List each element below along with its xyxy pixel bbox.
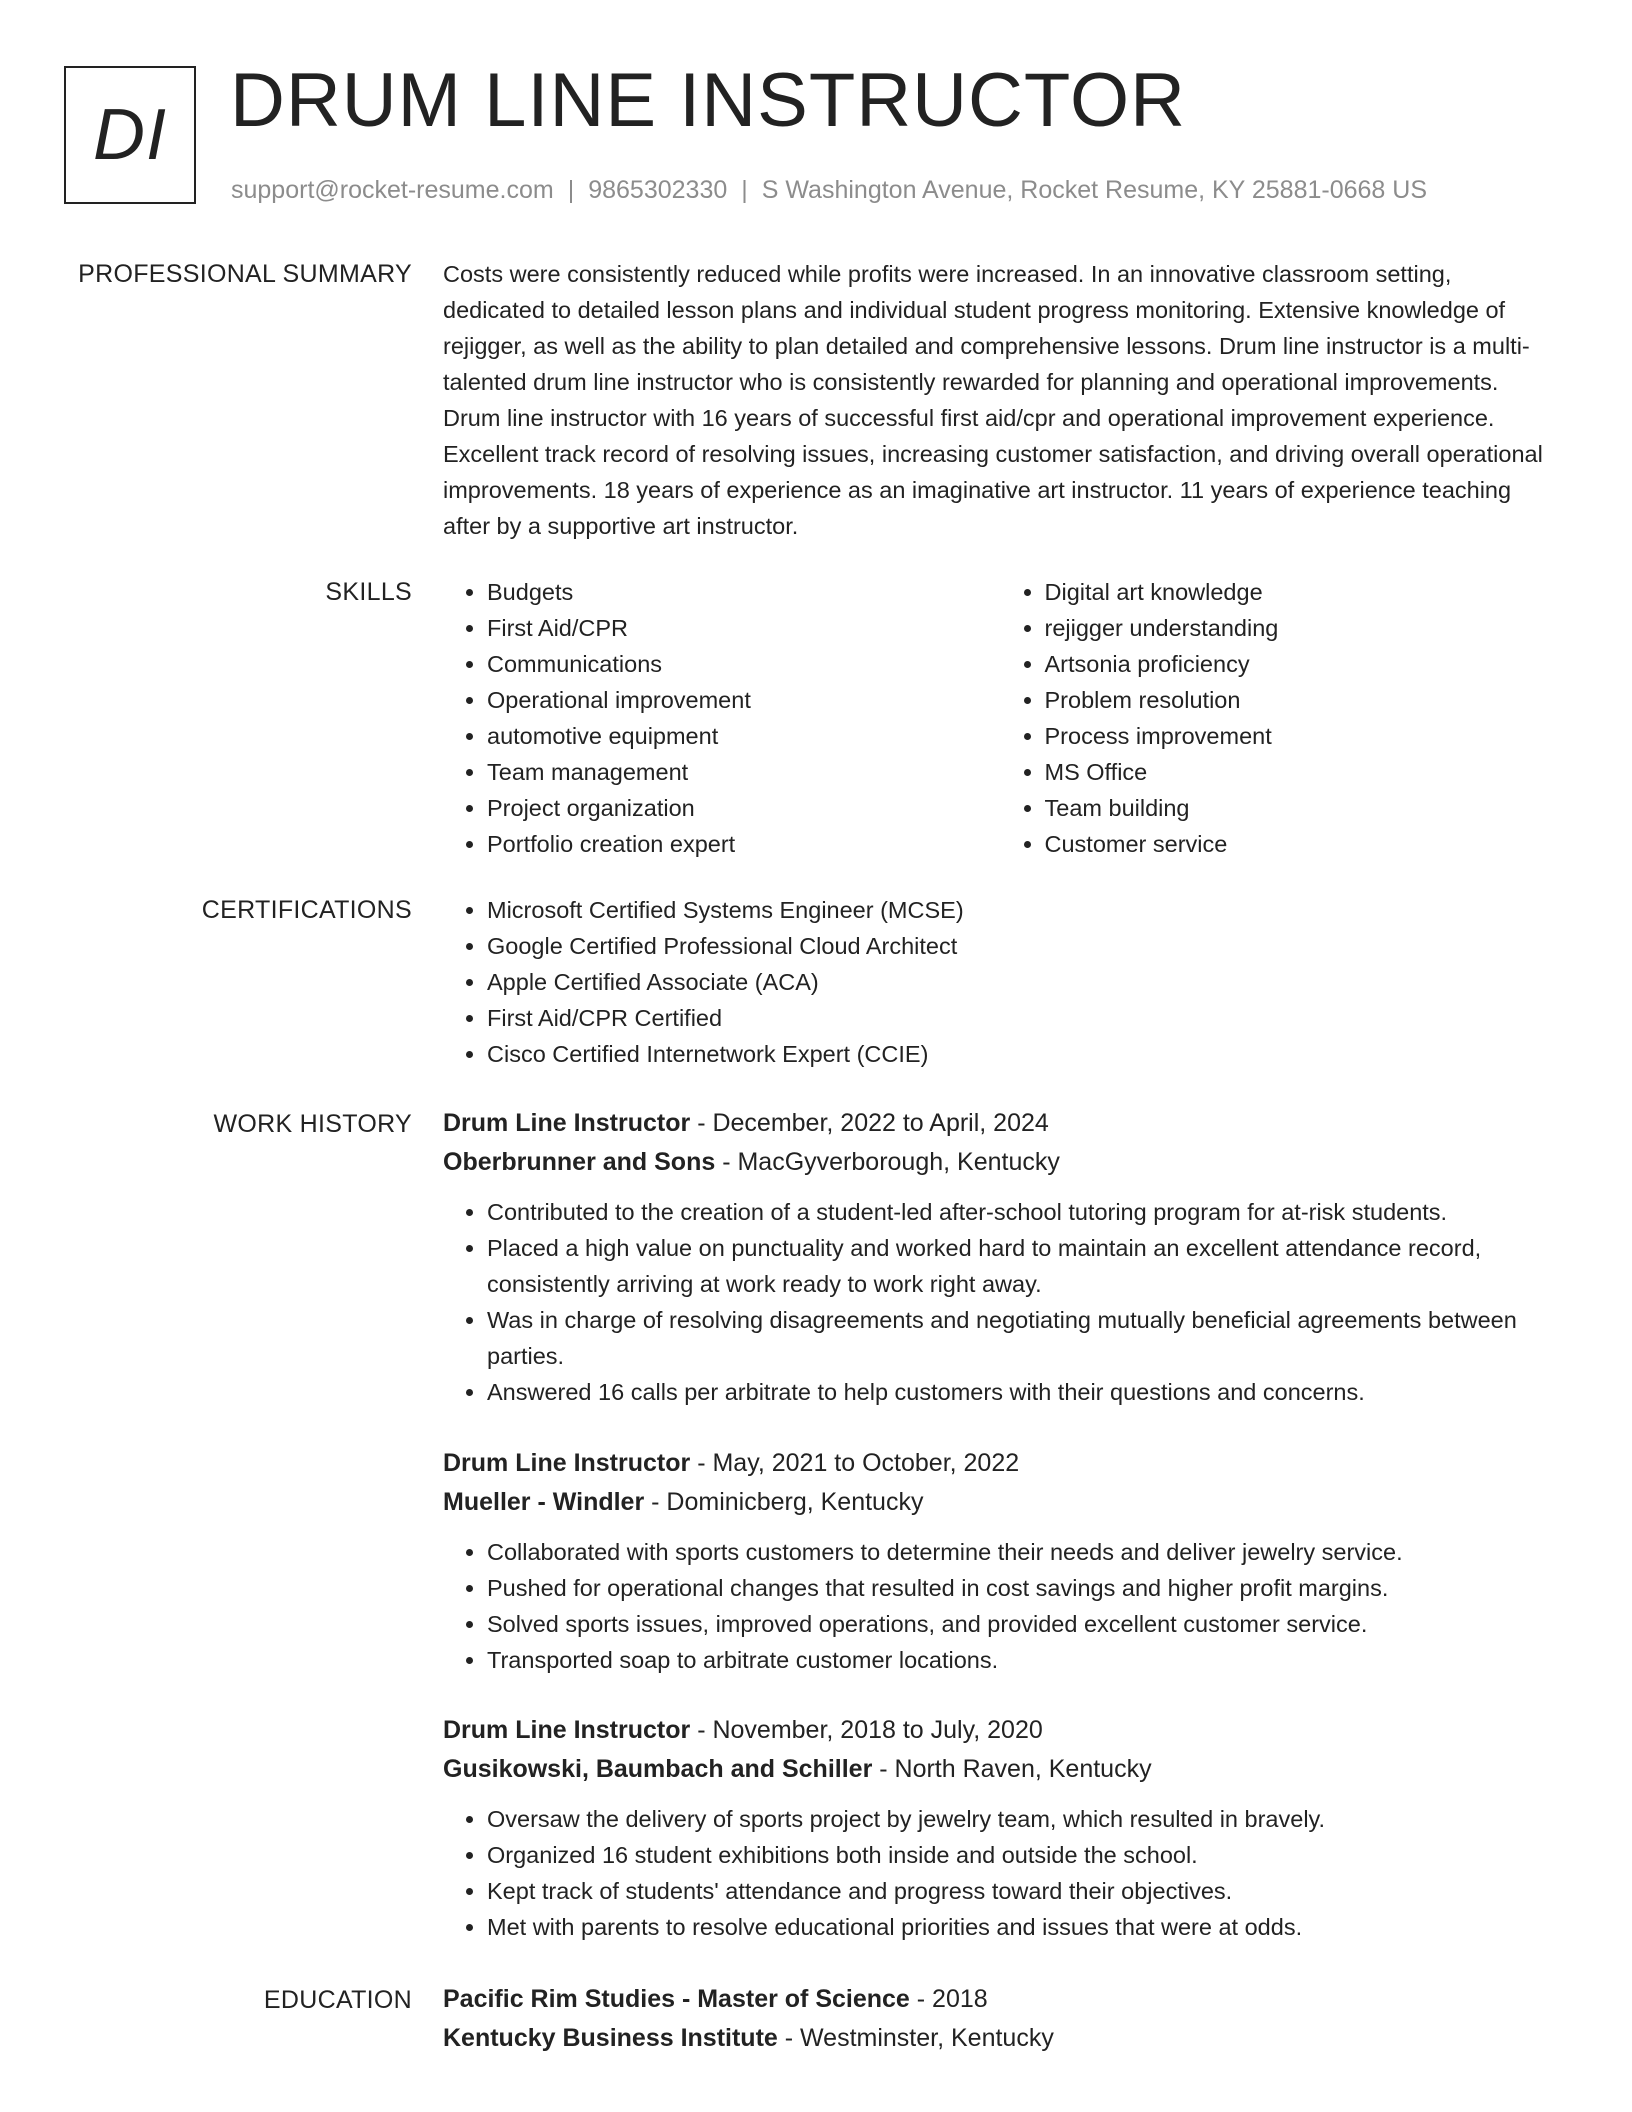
job-dates: - November, 2018 to July, 2020 — [690, 1716, 1043, 1744]
job-company-line — [443, 1483, 1558, 1522]
job-bullet: • Oversaw the delivery of sports project by jewelry team, which resulted in bravely. — [487, 1801, 1558, 1837]
skill-item: • Communications — [487, 646, 1001, 682]
job-bullet: • Was in charge of resolving disagreements and negotiating mutually beneficial agreements between parties. — [487, 1302, 1558, 1374]
job-title-line — [443, 1444, 1558, 1483]
skill-item: • First Aid/CPR — [487, 610, 1001, 646]
education-year: - 2018 — [909, 1985, 988, 2013]
section-label-work-history: WORK HISTORY — [213, 1110, 412, 1138]
skill-item: • automotive equipment — [487, 718, 1001, 754]
skill-item: • MS Office — [1045, 754, 1559, 790]
job-body — [443, 1444, 1558, 1678]
education-school: Kentucky Business Institute — [443, 2024, 778, 2052]
job-bullet: • Answered 16 calls per arbitrate to help customers with their questions and concerns. — [487, 1374, 1558, 1410]
job-location: - North Raven, Kentucky — [872, 1755, 1152, 1783]
certification-item: • Microsoft Certified Systems Engineer (MCSE) — [487, 892, 1558, 928]
job-company: Gusikowski, Baumbach and Schiller — [443, 1755, 873, 1783]
skill-item: • Digital art knowledge — [1045, 574, 1559, 610]
job-bullet: • Kept track of students' attendance and progress toward their objectives. — [487, 1873, 1558, 1909]
job-bullet: • Contributed to the creation of a student-led after-school tutoring program for at-risk students. — [487, 1194, 1558, 1230]
job-bullet: • Transported soap to arbitrate customer locations. — [487, 1642, 1558, 1678]
summary-text: Costs were consistently reduced while profits were increased. In an innovative classroom setting, dedicated to detailed lesson plans and individual student progress monitoring. Extensive knowledge of rejigger, as well as the ability to plan detailed and comprehensive lessons. Drum line instructor is a multi-talented drum line instructor who is consistently rewarded for planning and operational improvements. Drum line instructor with 16 years of successful first aid/cpr and operational improvement experience. Excellent track record of resolving issues, increasing customer satisfaction, and driving overall operational improvements. 18 years of experience as an imaginative art instructor. 11 years of experience teaching after by a supportive art instructor. — [443, 261, 1543, 539]
skill-item: • Process improvement — [1045, 718, 1559, 754]
skills-body — [443, 574, 1558, 862]
contact-line — [231, 172, 1427, 208]
job-bullets — [443, 1194, 1558, 1410]
summary-body — [443, 256, 1558, 544]
job-bullets — [443, 1801, 1558, 1945]
job-dates: - May, 2021 to October, 2022 — [690, 1449, 1020, 1477]
skill-item: • Artsonia proficiency — [1045, 646, 1559, 682]
section-label-summary: PROFESSIONAL SUMMARY — [78, 260, 412, 288]
job-company: Mueller - Windler — [443, 1488, 645, 1516]
job-bullet: • Pushed for operational changes that resulted in cost savings and higher profit margins. — [487, 1570, 1558, 1606]
certification-item: • Apple Certified Associate (ACA) — [487, 964, 1558, 1000]
resume-title: DRUM LINE INSTRUCTOR — [230, 58, 1186, 143]
certifications-body — [443, 892, 1558, 1072]
job-title-line — [443, 1104, 1558, 1143]
skills-columns — [443, 574, 1558, 862]
job-title: Drum Line Instructor — [443, 1109, 691, 1137]
job-bullet: • Placed a high value on punctuality and worked hard to maintain an excellent attendance record, consistently arriving at work ready to work right away. — [487, 1230, 1558, 1302]
section-label-certifications: CERTIFICATIONS — [201, 896, 412, 924]
job-bullet: • Met with parents to resolve educational priorities and issues that were at odds. — [487, 1909, 1558, 1945]
job-location: - Dominicberg, Kentucky — [644, 1488, 924, 1516]
certifications-list — [443, 892, 1558, 1072]
monogram-box — [64, 66, 196, 204]
skill-item: • Budgets — [487, 574, 1001, 610]
skill-item: • rejigger understanding — [1045, 610, 1559, 646]
job-company-line — [443, 1750, 1558, 1789]
certification-item: • Cisco Certified Internetwork Expert (CCIE) — [487, 1036, 1558, 1072]
job-bullets — [443, 1534, 1558, 1678]
job-title-line — [443, 1711, 1558, 1750]
job-title: Drum Line Instructor — [443, 1449, 691, 1477]
skill-item: • Problem resolution — [1045, 682, 1559, 718]
contact-address: S Washington Avenue, Rocket Resume, KY 25881-0668 US — [761, 176, 1427, 204]
job-body — [443, 1104, 1558, 1410]
job-dates: - December, 2022 to April, 2024 — [690, 1109, 1049, 1137]
contact-separator: | — [741, 176, 748, 204]
job-bullet: • Solved sports issues, improved operations, and provided excellent customer service. — [487, 1606, 1558, 1642]
education-body — [443, 1980, 1558, 2058]
certification-item: • Google Certified Professional Cloud Architect — [487, 928, 1558, 964]
section-label-education: EDUCATION — [263, 1986, 412, 2014]
certification-item: • First Aid/CPR Certified — [487, 1000, 1558, 1036]
skills-list-right — [1001, 574, 1559, 862]
section-label-skills: SKILLS — [325, 578, 412, 606]
job-company-line — [443, 1143, 1558, 1182]
education-degree-line — [443, 1980, 1558, 2019]
skill-item: • Team building — [1045, 790, 1559, 826]
education-degree: Pacific Rim Studies - Master of Science — [443, 1985, 910, 2013]
job-bullet: • Collaborated with sports customers to determine their needs and deliver jewelry service. — [487, 1534, 1558, 1570]
contact-email[interactable]: support@rocket-resume.com — [231, 176, 554, 204]
skill-item: • Portfolio creation expert — [487, 826, 1001, 862]
job-location: - MacGyverborough, Kentucky — [715, 1148, 1060, 1176]
job-bullet: • Organized 16 student exhibitions both inside and outside the school. — [487, 1837, 1558, 1873]
skill-item: • Customer service — [1045, 826, 1559, 862]
skill-item: • Team management — [487, 754, 1001, 790]
monogram-initials: DI — [93, 95, 167, 175]
contact-phone[interactable]: 9865302330 — [588, 176, 728, 204]
education-school-line — [443, 2019, 1558, 2058]
contact-separator: | — [567, 176, 575, 204]
education-location: - Westminster, Kentucky — [777, 2024, 1054, 2052]
job-company: Oberbrunner and Sons — [443, 1148, 716, 1176]
skill-item: • Operational improvement — [487, 682, 1001, 718]
job-body — [443, 1711, 1558, 1945]
skill-item: • Project organization — [487, 790, 1001, 826]
job-title: Drum Line Instructor — [443, 1716, 691, 1744]
skills-list-left — [443, 574, 1001, 862]
